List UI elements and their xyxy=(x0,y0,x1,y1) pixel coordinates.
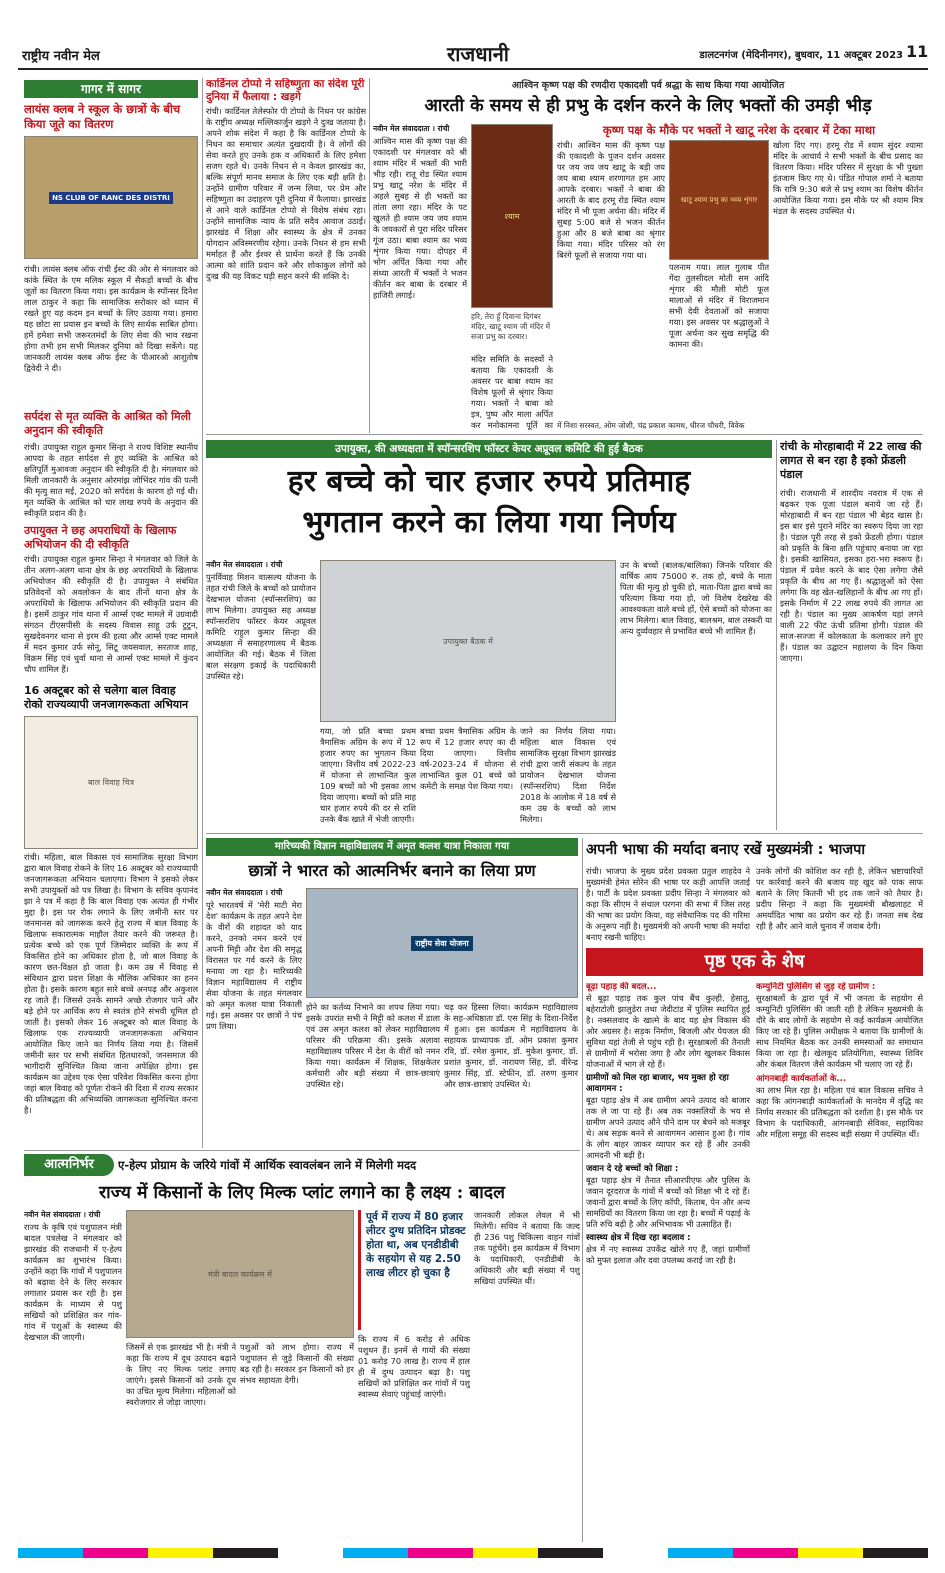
story3-body: रांची। उपायुक्त राहुल कुमार सिन्हा ने मंगलवार को जिले के तीन अलग-अलग थाना क्षेत्र के छह अपराधियों के खिलाफ अभियोजन की स्वीकृति दी है। उपायुक्त ने संबंधित प्रतिवेदनों को अवलोकन के बाद तीनों थाना क्षेत्र के अपराधियों के खिलाफ अभियोजन की स्वीकृति प्रदान की है। इसमें ठाकुर गांव थाना में आर्म्स एक्ट मामले में उग्रवादी संगठन टीएसपीसी के सदस्य विवास साहू उर्फ टुटुन, सुखदेवनगर थाना से इरम की हत्या और आर्म्स एक्ट मामले में मदन कुमार उर्फ सोनू, सिटू जयसवाल, सरताज शाह, विक्रम सिंह एवं धुर्वा थाना से आर्म्स एक्ट मामले में कुंदन चौप शामिल हैं। xyxy=(24,554,198,674)
bhasha-body2: उनके लोगों की कोशिश कर रही है, लेकिन भ्रष्टाचारियों पर कार्रवाई करने की बजाय यह खुद को पाक साफ बताने के लिए कितनी भी हद तक जाने को तैयार है। प्रदीप सिन्हा ने कहा कि मुख्यमंत्री बौखलाहट में अमर्यादित भाषा का प्रयोग कर रहे हैं। जनता सब देख रही है और आने वाले चुनाव में जवाब देगी। xyxy=(756,866,923,931)
temple-body4: पलनाम गया। लाल गुलाब पीत गेंदा तुलसीदल मोती सम आंदि शृंगार की मौली मोटी फूल मालाओं से मंदिर में विराजमान सभी देवी देवताओं को सजाया गया। इस अवसर पर श्रद्धालुओं ने पूजा अर्चना कर सुख समृद्धि की कामना की। xyxy=(669,262,769,349)
story1-body: रांची। लायंस क्लब ऑफ रांची ईस्ट की ओर से मंगलवार को कांके स्थित के एम मलिक स्कूल में सैकड़ों बच्चों के बीच जूतों का वितरण किया गया। इस कार्यक्रम के स्पॉन्सर दिनेश लाल ठाकुर ने कहा कि सामाजिक सरोकार को ध्यान में रखते हुए यह कदम इन बच्चों के लिए उठाया गया। हमारा यह छोटा सा प्रयास इन बच्चों के लिए सार्थक साबित होगा। हमें हमेशा सभी जरूरतमंदों के लिए सेवा की भाव रखना होगा तभी हम सभी मिलकर दुनिया को दिखा सकेंगे। यह जानकारी लायंस क्लब ऑफ ईस्ट के पीआरओ आशुतोष द्विवेदी ने दी। xyxy=(24,264,198,373)
story4-headline: 16 अक्टूबर को से चलेगा बाल विवाह रोको राज्यव्यापी जनजागरूकता अभियान xyxy=(24,684,189,711)
science-body3: चढ़ कर हिस्सा लिया। कार्यक्रम महाविद्यालय के सह-अधिष्ठाता डॉ. एस सिंह के दिशा-निर्देश में हुआ। इस कार्यक्रम में महाविद्यालय के सहायक प्राध्यापक डॉ. ओम प्रकाश कुमार रवि, डॉ. रमेश कुमार, डॉ. मुकेश कुमार, डॉ. प्रशांत कुमार, डॉ. नारायण सिंह, डॉ. वीरेन्द्र कुमार सिंह, डॉ. स्टेफीन, डॉ. तरुण कुमार और छात्र-छात्राएं उपस्थित थे। xyxy=(444,1002,578,1089)
shesh-col1-p1: से बूढ़ा पहाड़ तक कुल पांच बैंच कुल्ही, हेसातु, बहेराटोली झालुडेरा तथा जेदीटांड में पुलिस स्थापित हुई है। नक्सलवाद के खात्मे के बाद यह क्षेत्र विकास की ओर अग्रसर है। सड़क निर्माण, बिजली और पेयजल की सुविधा यहां तेजी से पहुंच रही है। सुरक्षाबलों की तैनाती से ग्रामीणों में भरोसा जगा है और लोग खुलकर विकास योजनाओं में भाग ले रहे हैं। xyxy=(586,993,750,1069)
cardinal-headline: कार्डिनल टोप्पो ने सहिष्णुता का संदेश पूरी दुनिया में फैलाया : खड़गे xyxy=(206,78,365,103)
science-byline: नवीन मेल संवाददाता । रांची xyxy=(206,888,283,897)
science-group-photo xyxy=(306,888,578,998)
temple-byline: नवीन मेल संवाददाता । रांची xyxy=(373,124,450,133)
temple-headline: आरती के समय से ही प्रभु के दर्शन करने के लिए भक्तों की उमड़ी भीड़ xyxy=(424,96,872,116)
story1-headline: लायंस क्लब ने स्कूल के छात्रों के बीच किया जूते का वितरण xyxy=(24,102,181,131)
milk-body2: जिसमें से एक झारखंड भी है। मंत्री ने कहा कि राज्य में दूध उत्पादन बढ़ाने के लिए नए मिल्क प्लांट लगाए जाएंगे। इससे किसानों को उनके दूध का उचित मूल्य मिलेगा। महिलाओं को स्वरोजगार से जोड़ा जाएगा। xyxy=(126,1342,236,1407)
paper-name: राष्ट्रीय नवीन मेल xyxy=(22,49,100,64)
temple-body3: रांची। आश्विन मास की कृष्ण पक्ष की एकादशी के पुजन दर्शन अवसर पर जय जय जय खाटू के बड़ी जय जय बाबा श्याम शरणागत हम आए आपके दरबार। भक्तों ने बाबा की आरती के बाद हरमू रोड स्थित श्याम मंदिर में भी पूजा अर्चना की। मंदिर में सुबह 5:00 बजे से भजन कीर्तन हुआ और 8 बजे बाबा का श्रृंगार किया गया। मंदिर परिसर को रंग बिरंगे फूलों से सजाया गया था। xyxy=(557,140,665,260)
foster-byline: नवीन मेल संवाददाता । रांची xyxy=(206,560,283,569)
shesh-col2-hd2: आंगनबाड़ी कार्यकर्ताओं के... xyxy=(756,1074,847,1084)
foster-headline-line1: हर बच्चे को चार हजार रुपये प्रतिमाह xyxy=(287,464,691,499)
temple-photo2-caption: खाटू श्याम प्रभु का भव्य शृंगार xyxy=(680,195,758,204)
pandal-headline: रांची के मोरहाबादी में 22 लाख की लागत से बन रहा है इको फ्रेंडली पंडाल xyxy=(780,440,922,481)
shesh-col1-hd2: ग्रामीणों को मिल रहा बाजार, भय मुक्त हो रहा आवागमन : xyxy=(586,1073,729,1094)
milk-photo-label: मंत्री बादल कार्यक्रम में xyxy=(208,1269,272,1279)
lions-club-photo xyxy=(24,136,198,259)
story3-headline: उपायुक्त ने छह अपराधियों के खिलाफ अभियोजन की दी स्वीकृति xyxy=(24,524,177,551)
milk-byline: नवीन मेल संवाददाता । रांची xyxy=(24,1210,101,1219)
science-kicker: मारिच्यकी विज्ञान महाविद्यालय में अमृत कलश यात्रा निकाला गया xyxy=(206,838,578,856)
shesh-col2-hd1: कम्युनिटी पुलिसिंग से जुड़ रहे ग्रामीण : xyxy=(756,982,876,992)
page-number: 11 xyxy=(906,42,928,61)
milk-body1: राज्य के कृषि एवं पशुपालन मंत्री बादल पत्रलेख ने मंगलवार को झारखंड की राजधानी में ए-हेल्प कार्यक्रम का शुभारंभ किया। उन्होंने कहा कि गांवों में पशुपालन को बढ़ावा देने के लिए सरकार लगातार प्रयास कर रही है। इस कार्यक्रम के माध्यम से पशु सखियों को प्रशिक्षित कर गांव-गांव में पशुओं के स्वास्थ्य की देखभाल की जाएगी। xyxy=(24,1222,122,1342)
foster-body2: उन के बच्चों (बालक/बालिका) जिनके परिवार की वार्षिक आय 75000 रु. तक हो, बच्चे के माता पिता की मृत्यु हो चुकी हो, माता-पिता द्वारा बच्चे का परित्याग किया गया हो, जो विशेष देखरेख की आवश्यकता वाले बच्चे हों, ऐसे बच्चों को योजना का लाभ मिलेगा। बाल विवाह, बालश्रम, बाल तस्करी या अन्य दुर्व्यवहार से प्रभावित बच्चे भी शामिल हैं। xyxy=(620,560,772,636)
shesh-col1-p4: क्षेत्र में नए स्वास्थ्य उपकेंद्र खोले गए हैं, जहां ग्रामीणों को मुफ्त इलाज और दवा उपलब्ध कराई जा रही है। xyxy=(586,1244,750,1265)
shesh-col2 xyxy=(756,982,923,1542)
bhasha-body1: रांची। भाजपा के मुख्य प्रदेश प्रवक्ता प्रतुल शाहदेव ने मुख्यमंत्री हेमंत सोरेन की भाषा पर कड़ी आपत्ति जताई है। पार्टी के प्रदेश प्रवक्ता प्रदीप सिन्हा ने मंगलवार को कहा कि सीएम ने संथाल परगना की सभा में जिस तरह की भाषा का प्रयोग किया, वह संवैधानिक पद की गरिमा के अनुरूप नहीं है। मुख्यमंत्री को अपनी भाषा की मर्यादा बनाए रखनी चाहिए। xyxy=(586,866,750,942)
section-label-gagar: गागर में सागर xyxy=(24,80,198,98)
temple-banner: आश्विन कृष्ण पक्ष की रणदीरा एकादशी पर्व श्रद्धा के साथ किया गया आयोजित xyxy=(511,80,785,91)
milk-pullquote: पूर्व में राज्य में 80 हजार लीटर दुग्ध प्रतिदिन प्रोडक्ट होता था, अब एनडीडीबी के सहयोग से यह 2.50 लाख लीटर हो चुका है xyxy=(358,1210,470,1330)
shesh-col1-hd4: स्वास्थ्य क्षेत्र में दिख रहा बदलाव : xyxy=(586,1233,691,1243)
temple-body2: मंदिर समिति के सदस्यों ने बताया कि एकादशी के अवसर पर बाबा श्याम का विशेष फूलों से श्रृंगार किया गया। भक्तों ने बाबा को इत्र, पुष्प और माला अर्पित कर मनोकामना पूर्ति का xyxy=(471,354,553,430)
bhasha-headline: अपनी भाषा की मर्यादा बनाए रखें मुख्यमंत्री : भाजपा xyxy=(586,842,866,858)
foster-body1: पुनर्विवाह मिशन वात्सल्य योजना के तहत रांची जिले के बच्चों को प्रायोजन देखभाल योजना (स्पॉन्सरशिप) का लाभ मिलेगा। उपायुक्त सह अध्यक्ष स्पॉन्सरशिप फॉस्टर केयर अप्रूवल कमिटि राहुल कुमार सिन्हा की अध्यक्षता में समाहरणालय में बैठक आयोजित की गई। बैठक में जिला बाल संरक्षण इकाई के पदाधिकारी उपस्थित रहे। xyxy=(206,572,316,681)
cardinal-body: रांची। कार्डिनल तेलेस्फोर पी टोप्पो के निधन पर कांग्रेस के राष्ट्रीय अध्यक्ष मल्लिकार्जुन खड़गे ने दुःख जताया है। अपने शोक संदेश में कहा है कि कार्डिनल टोप्पो के निधन का समाचार अत्यंत दुखदायी है। वे लोगों की सेवा करते हुए उनके हक व अधिकारों के लिए हमेशा सजग रहते थे। उनके निधन से न केवल झारखंड का, बल्कि संपूर्ण मानव समाज के लिए एक बड़ी क्षति है। उन्होंने ग्रामीण परिवार में जन्म लिया, पर प्रेम और सहिष्णुता का उदाहरण पूरी दुनिया में फैलाया। झारखंड से आने वाले कार्डिनल टोप्पो से विशेष संबंध रहा। उन्होंने सामाजिक न्याय के प्रति सदैव आवाज उठाई। झारखंड में शिक्षा और स्वास्थ्य के क्षेत्र में उनका योगदान अविस्मरणीय रहेगा। उनके निधन से हम सभी मर्माहत हैं और ईश्वर से प्रार्थना करते हैं कि उनकी आत्मा को शांति प्रदान करे और शोकाकुल लोगों को दुःख की यह विकट घड़ी सहन करने की शक्ति दे। xyxy=(206,106,366,281)
story2-headline: सर्पदंश से मृत व्यक्ति के आश्रित को मिली अनुदान की स्वीकृति xyxy=(24,410,191,437)
milk-body5: जानकारी लोकल लेवल में भी मिलेगी। सचिव ने बताया कि जल्द ही 236 पशु चिकित्सा वाहन गांवों तक पहुंचेंगे। इस कार्यक्रम में विभाग के पदाधिकारी, एनडीडीबी के अधिकारी और बड़ी संख्या में पशु सखियां उपस्थित थीं। xyxy=(474,1210,580,1286)
color-registration-strip xyxy=(18,1548,928,1558)
foster-body3: गया, जो प्रति बच्चा प्रथम त्रैमासिक अग्रिम के रूप में 12 हजार रुपए का भुगतान किया जाएगा। वित्तीय वर्ष 2022-23 में योजना से लाभान्वित कुल 109 बच्चों को भी इसका लाभ दिया जाएगा। बच्चों को प्रति माह चार हजार रुपये की दर से राशि उनके बैंक खाते में भेजी जाएगी। xyxy=(320,726,416,824)
milk-body4: कि राज्य में 6 करोड़ से अधिक पशुधन हैं। इनमें से गायों की संख्या 01 करोड़ 70 लाख है। राज्य में हाल ही में दुग्ध उत्पादन बढ़ा है। पशु सखियों को प्रशिक्षित कर गांवों में पशु स्वास्थ्य सेवाएं पहुंचाई जाएंगी। xyxy=(358,1334,470,1399)
temple-subheadline: कृष्ण पक्ष के मौके पर भक्तों ने खाटू नरेश के दरबार में टेका माथा xyxy=(602,123,876,137)
lions-club-photo-banner: NS CLUB OF RANC DES DISTRI xyxy=(49,192,173,204)
science-body1: पूरे भारतवर्ष में 'मेरी माटी मेरा देश' कार्यक्रम के तहत अपने देश के वीरों की शहादत को याद करने, उनको नमन करने एवं अपनी मिट्टी और देश की समृद्ध विरासत पर गर्व करने के लिए मनाया जा रहा है। मारिच्यकी विज्ञान महाविद्यालय में राष्ट्रीय सेवा योजना के तहत मंगलवार को अमृत कलश यात्रा निकाली गई। इस अवसर पर छात्रों ने पंच प्रण लिया। xyxy=(206,900,302,1031)
shesh-banner: पृष्ठ एक के शेष xyxy=(586,948,923,976)
milk-body3: पशुओं को लाभ होगा। राज्य में पशुपालन से जुड़े किसानों की संख्या बढ़ रही है। सरकार इन किसानों को हर संभव सहायता देगी। xyxy=(240,1342,354,1385)
science-photo-banner: राष्ट्रीय सेवा योजना xyxy=(411,936,472,951)
shesh-col2-p2: का लाभ मिल रहा है। महिला एवं बाल विकास सचिव ने कहा कि आंगनबाड़ी कार्यकर्ताओं के मानदेय में वृद्धि का निर्णय सरकार की प्रतिबद्धता को दर्शाता है। इस मौके पर विभाग के पदाधिकारी, आंगनबाड़ी सेविका, सहायिका और महिला समूह की सदस्य बड़ी संख्या में उपस्थित थीं। xyxy=(756,1085,923,1139)
masthead xyxy=(18,38,928,70)
milk-headline: राज्य में किसानों के लिए मिल्क प्लांट लगाने का है लक्ष्य : बादल xyxy=(99,1183,505,1203)
foster-body4: बच्चा प्रथम त्रैमासिक अग्रिम के रूप में 12 हजार रुपए का दी दिया जाएगा। वित्तीय वर्ष-2023-24 में योजना से लाभान्वित कुल 01 बच्चे को कमेटी के समक्ष पेश किया गया। xyxy=(420,726,516,791)
temple-footer-names: में निशा सरस्वत, ओम जोशी, चंद्र प्रकाश कामथ, धीरज चौधरी, विवेक xyxy=(557,421,745,430)
milk-minister-photo xyxy=(126,1210,354,1338)
section-title: राजधानी xyxy=(447,42,509,66)
foster-body5: जाने का निर्णय लिया गया। महिला बाल विकास एवं सामाजिक सुरक्षा विभाग झारखंड रांची द्वारा जारी संकल्प के तहत प्रायोजन देखभाल योजना (स्पॉन्सरशिप) दिशा निर्देश 2018 के आलोक में 18 वर्ष से कम उम्र के बच्चों को लाभ मिलेगा। xyxy=(520,726,616,824)
shesh-col1-hd3: जवान दे रहे बच्चों को शिक्षा : xyxy=(586,1164,679,1174)
temple-photo1-caption: हरि, तेरा हूँ दिवाना दिगंबर मंदिर, खाटू श्याम जी मंदिर में सजा प्रभु का दरबार। xyxy=(471,312,551,341)
foster-photo-label: उपायुक्त बैठक में xyxy=(443,636,493,646)
story2-body: रांची। उपायुक्त राहुल कुमार सिन्हा ने राज्य विशिष्ट स्थानीय आपदा के तहत सर्पदंश से हुए व्यक्ति के आश्रित को क्षतिपूर्ति मुआवजा अनुदान की स्वीकृति दी है। मंगलवार को मिली जानकारी के अनुसार ओरमांझ जोभिंदर गांव की पत्नी की मृत्यु सात मई, 2020 को सर्पदंश के कारण हो गई थी। मृत व्यक्ति के आश्रित को चार लाख रुपये के अनुदान की स्वीकृति प्रदान की है। xyxy=(24,442,198,518)
pandal-body: रांची। राजधानी में शारदीय नवरात्र में एक से बढ़कर एक पूजा पंडाल बनाये जा रहे हैं। मोरहाबादी में बन रहा पंडाल भी बेहद खास है। इस बार इसे पुराने मंदिर का स्वरूप दिया जा रहा है। पंडाल पूरी तरह से इको फ्रेंडली होगा। पंडाल को प्रकृति के बिना क्षति पहुंचाए बनाया जा रहा है। इसकी खासियत, इसका हरा-भरा स्वरूप है। पंडाल में प्रवेश करने के बाद ऐसा लगेगा जैसे प्रकृति के बीच आ गए हैं। श्रद्धालुओं को ऐसा लगेगा कि वह खेत-खलिहानों के बीच आ गए हों। इसके निर्माण में 22 लाख रुपये की लागत आ रही है। पंडाल का मुख्य आकर्षण यहां लगने वाली 22 फीट ऊंची प्रतिमा होगी। पंडाल की साज-सज्जा में कोलकाता के कलाकार लगे हुए हैं। पंडाल का उद्घाटन महालया के दिन किया जाएगा। xyxy=(780,488,923,663)
temple-photo-2 xyxy=(669,140,769,260)
milk-kicker: ए-हेल्प प्रोग्राम के जरिये गांवों में आर्थिक स्वावलंबन लाने में मिलेगी मदद xyxy=(118,1158,417,1172)
shesh-col1-p2: बूढ़ा पहाड़ क्षेत्र में अब ग्रामीण अपने उत्पाद को बाजार तक ले जा पा रहे हैं। अब तक नक्सलियों के भय से ग्रामीण अपने उत्पाद औने पौने दाम पर बेचने को मजबूर थे। अब सड़क बनने से आवागमन आसान हुआ है। गांव के लोग बाहर जाकर व्यापार कर रहे हैं और उनकी आमदनी भी बढ़ी है। xyxy=(586,1095,750,1160)
temple-body1: आश्विन मास की कृष्ण पक्ष की एकादशी पर मंगलवार को श्री श्याम मंदिर में भक्तों की भारी भीड़ रही। रातू रोड स्थित श्याम प्रभु खाटू नरेश के मंदिर में अहले सुबह से ही भक्तों का तांता लगा रहा। मंदिर के पट खुलते ही श्याम जय जय श्याम के जयकारों से पूरा मंदिर परिसर गूंज उठा। बाबा श्याम का भव्य शृंगार किया गया। दोपहर में भोग अर्पित किया गया और संध्या आरती में भक्तों ने भजन कीर्तन कर बाबा के दरबार में हाजिरी लगाई। xyxy=(373,136,467,300)
story4-body: रांची। महिला, बाल विकास एवं सामाजिक सुरक्षा विभाग द्वारा बाल विवाह रोकने के लिए 16 अक्टूबर को राज्यव्यापी जनजागरूकता अभियान चलाएगा। विभाग ने इसको लेकर सभी उपायुक्तों को पत्र लिखा है। विभाग के सचिव कृपानंद झा ने पत्र में कहा है कि बाल विवाह एक अत्यंत ही गंभीर मुद्दा है। इस पर रोक लगाने के लिए जमीनी स्तर पर जनमानस को जागरूक करने हेतु राज्य में बाल विवाह के खिलाफ सकारात्मक माहौल तैयार करने की जरूरत है। प्रत्येक बच्चे को एक पूर्ण जिम्मेदार व्यक्ति के रूप में विकसित होने का अधिकार होता है, जो बाल विवाह के कारण छत-विक्षत हो जाता है। कम उम्र में विवाह से संविधान द्वारा प्रदत्त शिक्षा के मौलिक अधिकार का हनन होता है। इसके कारण बहुत सारे बच्चे अनपढ़ और अकुशल रह जाते हैं। जिससे उनके सामने अच्छे रोजगार पाने और बड़े होने पर आर्थिक रूप से स्वतंत्र होने संभवी धूमिल हो जाती है। इसको लेकर 16 अक्टूबर को बाल विवाह के खिलाफ एक राज्यव्यापी जनजागरूकता अभियान आयोजित किए जाने का निर्णय लिया गया है। जिसमें जमीनी स्तर पर सभी संबंधित हितधारकों, जनसमाज की भागीदारी सुनिश्चित किया जाना अपेक्षित होगा। इस कार्यक्रम का उद्देश्य एक ऐसा परिवेश विकसित करना होगा जहां बाल विवाह को पूर्णतः रोकने की दिशा में राज्य सरकार की प्रतिबद्धता की अभिव्यक्ति जागरूकता सुनिश्चित करना है। xyxy=(24,852,198,1115)
science-body2: होने का कर्तव्य निभाने का शपथ लिया गया। इसके उपरांत सभी ने मिट्टी को कलश में डाला एवं उस अमृत कलश को लेकर महाविद्यालय परिसर की परिक्रमा की। इसके अलावा महाविद्यालय परिसर में देश के वीरों को नमन किया गया। कार्यक्रम में शिक्षक, शिक्षकेतर कर्मचारी और बड़ी संख्या में छात्र-छात्राएं उपस्थित रहे। xyxy=(306,1002,440,1089)
shesh-col1-hd1: बूढ़ा पहाड़ की बदल... xyxy=(586,982,657,992)
dateline: डालटनगंज (मेदिनीनगर), बुधवार, 11 अक्टूबर 2023 xyxy=(699,50,903,61)
child-marriage-illustration xyxy=(24,716,198,849)
foster-kicker: उपायुक्त, की अध्यक्षता में स्पॉन्सरशिप फॉस्टर केयर अप्रूवल कमिटि की हुई बैठक xyxy=(206,440,772,458)
child-marriage-illustration-label: बाल विवाह चित्र xyxy=(87,778,134,787)
science-headline: छात्रों ने भारत को आत्मनिर्भर बनाने का लिया प्रण xyxy=(248,861,536,880)
foster-headline-line2: भुगतान करने का लिया गया निर्णय xyxy=(302,505,676,540)
milk-tag: आत्मनिर्भर xyxy=(24,1154,114,1176)
foster-meeting-photo xyxy=(320,560,616,722)
temple-photo-1: श्याम xyxy=(471,124,553,308)
shesh-col1-p3: बूढ़ा पहाड़ क्षेत्र में तैनात सीआरपीएफ और पुलिस के जवान दूरदराज के गांवों में बच्चों को शिक्षा भी दे रहे हैं। जवानों द्वारा बच्चों के लिए कॉपी, किताब, पेन और अन्य सामग्रियों का वितरण किया जा रहा है। बच्चों में पढ़ाई के प्रति रुचि बढ़ी है और अभिभावक भी उत्साहित हैं। xyxy=(586,1175,750,1229)
shesh-col1 xyxy=(586,982,750,1542)
shesh-col2-p1: सुरक्षाबलों के द्वारा पूर्व में भी जनता के सहयोग से कम्युनिटी पुलिसिंग की जाती रही है लेकिन मुख्यमंत्री के दौरे के बाद लोगों के सहयोग से कई कार्यक्रम आयोजित किए जा रहे हैं। पुलिस अधीक्षक ने बताया कि ग्रामीणों के साथ नियमित बैठक कर उनकी समस्याओं का समाधान किया जा रहा है। खेलकूद प्रतियोगिता, स्वास्थ्य शिविर और कंबल वितरण जैसे कार्यक्रम भी चलाए जा रहे हैं। xyxy=(756,993,923,1069)
temple-body5: खोला दिए गए। हरमू रोड में श्याम सुंदर श्यामा मंदिर के आचार्य ने सभी भक्तों के बीच प्रसाद का वितरण किया। मंदिर परिसर में सुरक्षा के भी पुख्ता इंतजाम किए गए थे। पंडित गोपाल शर्मा ने बताया कि रात्रि 9:30 बजे से प्रभु श्याम का विशेष कीर्तन आयोजित किया गया। इस मौके पर श्री श्याम मित्र मंडल के सदस्य उपस्थित थे। xyxy=(773,140,923,216)
